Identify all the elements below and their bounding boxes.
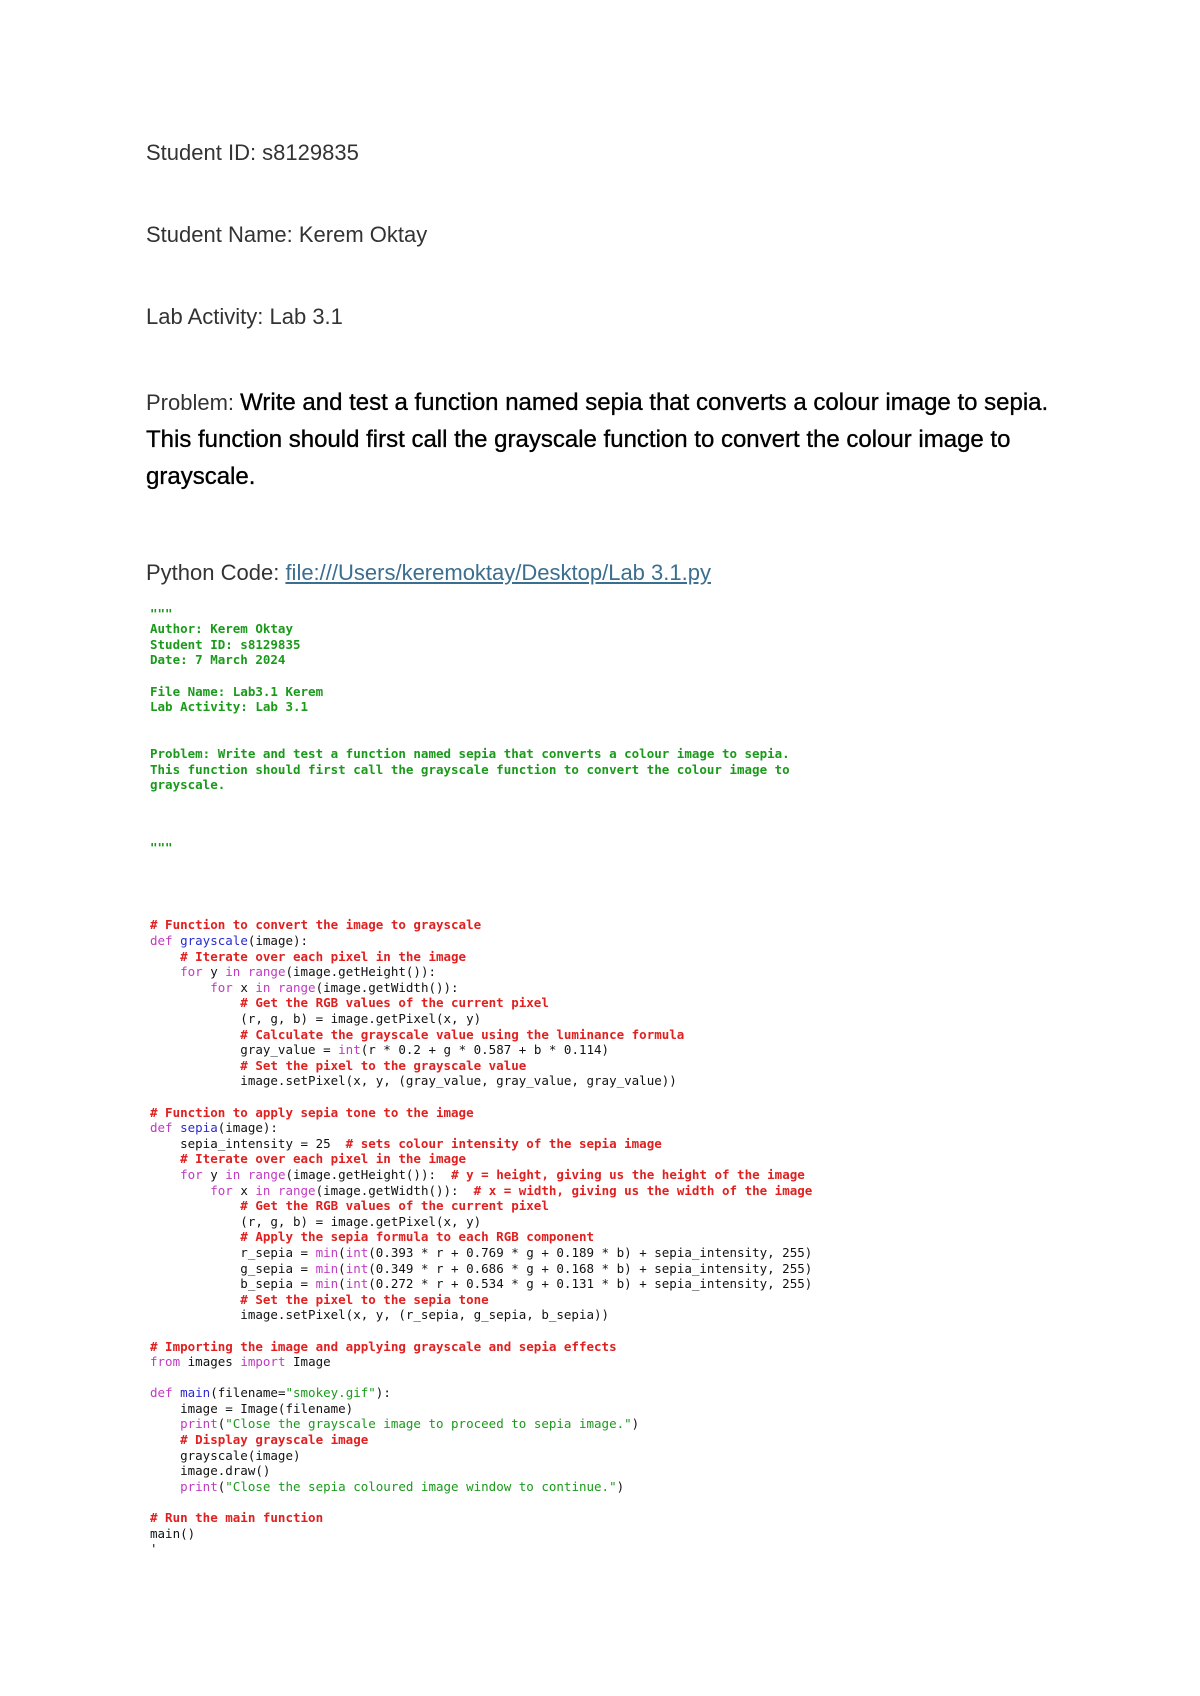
code-token: (	[338, 1260, 346, 1276]
docstring	[150, 606, 1150, 856]
code-token: min	[315, 1260, 339, 1276]
code-token: )	[631, 1416, 640, 1432]
problem-text: Write and test a function named sepia that converts a colour image to sepia. This function should first call the grayscale function to convert the colour image to grayscale.	[146, 389, 1049, 490]
code-token: # y = height, giving us the height of the image	[451, 1166, 805, 1182]
code-token: int	[338, 1042, 361, 1058]
code-token: in	[225, 964, 248, 980]
student-name: Student Name: Kerem Oktay	[146, 222, 428, 247]
code-token: def	[150, 933, 181, 949]
code-token: image.setPixel(x, y, (r_sepia, g_sepia, b_sepia))	[150, 1307, 610, 1323]
code-token: sepia_intensity = 25	[150, 1135, 346, 1151]
code-token: range	[277, 979, 316, 995]
code-token: """	[150, 605, 173, 621]
code-token: (0.272 * r + 0.534 * g + 0.131 * b) + sepia_intensity, 255)	[368, 1276, 813, 1292]
code-comment: # Function to apply sepia tone to the image	[150, 1104, 474, 1120]
code-comment: # Set the pixel to the sepia tone	[150, 1291, 489, 1307]
code-token: (0.349 * r + 0.686 * g + 0.168 * b) + sepia_intensity, 255)	[368, 1260, 813, 1276]
code-token: "smokey.gif"	[285, 1385, 376, 1401]
problem-statement	[146, 384, 1076, 495]
code-token: for	[150, 979, 241, 995]
code-token: (r * 0.2 + g * 0.587 + b * 0.114)	[360, 1042, 610, 1058]
code-token: y	[210, 964, 226, 980]
code-token: print	[150, 1478, 218, 1494]
code-token: import	[240, 1354, 294, 1370]
code-token: Image	[293, 1354, 331, 1370]
code-comment: # Iterate over each pixel in the image	[150, 948, 467, 964]
code-token: (r, g, b) = image.getPixel(x, y)	[150, 1011, 482, 1027]
code-token: main()	[150, 1525, 196, 1541]
code-comment: # Iterate over each pixel in the image	[150, 1151, 467, 1167]
code-token: image = Image(filename)	[150, 1400, 354, 1416]
code-token: print	[150, 1416, 218, 1432]
python-code-label: Python Code:	[146, 560, 286, 585]
code-token: This function should first call the grayscale function to convert the colour image to	[150, 761, 790, 777]
code-token: def	[150, 1120, 181, 1136]
code-token: r_sepia =	[150, 1244, 316, 1260]
code-comment: # Function to convert the image to grayscale	[150, 917, 482, 933]
code-token: in	[255, 1182, 278, 1198]
code-token: grayscale.	[150, 777, 226, 793]
code-token: (	[338, 1276, 346, 1292]
code-token: gray_value =	[150, 1042, 339, 1058]
code-comment: # Set the pixel to the grayscale value	[150, 1057, 527, 1073]
code-token: image.draw()	[150, 1463, 271, 1479]
code-comment: # Run the main function	[150, 1510, 324, 1526]
code-token: )	[616, 1478, 625, 1494]
grayscale-def: grayscale	[180, 933, 248, 949]
code-token: (	[217, 1416, 226, 1432]
code-token: for	[150, 1182, 241, 1198]
code-token: "Close the sepia coloured image window to continue."	[225, 1478, 617, 1494]
code-token: range	[277, 1182, 316, 1198]
code-token: (image.getHeight()):	[285, 1166, 452, 1182]
student-id: Student ID: s8129835	[146, 140, 359, 165]
code-token: Student ID: s8129835	[150, 636, 301, 652]
code-token: Lab Activity: Lab 3.1	[150, 699, 309, 715]
python-file-link[interactable]: file:///Users/keremoktay/Desktop/Lab 3.1.py	[285, 560, 711, 585]
code-token: from	[150, 1354, 188, 1370]
python-code-heading	[146, 560, 711, 586]
problem-label: Problem:	[146, 390, 241, 415]
main-def: main	[180, 1385, 211, 1401]
code-token: grayscale(image)	[150, 1447, 301, 1463]
code-token: """	[150, 839, 173, 855]
code-token: (image):	[217, 1120, 278, 1136]
code-token: in	[225, 1166, 248, 1182]
code-comment: # Get the RGB values of the current pixel	[150, 1198, 549, 1214]
code-token: images	[187, 1354, 241, 1370]
code-token: (r, g, b) = image.getPixel(x, y)	[150, 1213, 482, 1229]
code-token: (image.getWidth()):	[315, 1182, 474, 1198]
code-token: x	[240, 1182, 256, 1198]
code-token: (0.393 * r + 0.769 * g + 0.189 * b) + sepia_intensity, 255)	[368, 1244, 813, 1260]
code-token: '	[150, 1541, 158, 1557]
code-token: "Close the grayscale image to proceed to sepia image."	[225, 1416, 632, 1432]
code-token: # sets colour intensity of the sepia image	[345, 1135, 662, 1151]
code-token: def	[150, 1385, 181, 1401]
code-token: for	[150, 1166, 211, 1182]
sepia-def: sepia	[180, 1120, 218, 1136]
code-token: # x = width, giving us the width of the image	[473, 1182, 813, 1198]
code-comment: # Calculate the grayscale value using the luminance formula	[150, 1026, 685, 1042]
code-token: Author: Kerem Oktay	[150, 621, 293, 637]
code-token: (image.getWidth()):	[315, 979, 459, 995]
code-token: ):	[375, 1385, 391, 1401]
code-token: x	[240, 979, 256, 995]
code-comment: # Display grayscale image	[150, 1432, 369, 1448]
code-token: min	[315, 1276, 339, 1292]
code-token: (image.getHeight()):	[285, 964, 437, 980]
code-token: int	[345, 1276, 369, 1292]
code-comment: # Get the RGB values of the current pixel	[150, 995, 549, 1011]
code-token: in	[255, 979, 278, 995]
code-token: int	[345, 1244, 369, 1260]
code-token: (filename=	[210, 1385, 286, 1401]
lab-activity: Lab Activity: Lab 3.1	[146, 304, 343, 329]
code-token: for	[150, 964, 211, 980]
code-token: g_sepia =	[150, 1260, 316, 1276]
code-token: File Name: Lab3.1 Kerem	[150, 683, 324, 699]
code-token: range	[247, 964, 286, 980]
code-token: (	[217, 1478, 226, 1494]
code-token: b_sepia =	[150, 1276, 316, 1292]
code-token: Date: 7 March 2024	[150, 652, 286, 668]
code-token: min	[315, 1244, 339, 1260]
code-token: int	[345, 1260, 369, 1276]
code-listing	[150, 590, 1150, 1572]
code-token: y	[210, 1166, 226, 1182]
code-token: range	[247, 1166, 286, 1182]
code-token: (	[338, 1244, 346, 1260]
code-comment: # Apply the sepia formula to each RGB component	[150, 1229, 595, 1245]
code-token: image.setPixel(x, y, (gray_value, gray_value, gray_value))	[150, 1073, 677, 1089]
code-token: Problem: Write and test a function named sepia that converts a colour image to sepia.	[150, 745, 790, 761]
code-comment: # Importing the image and applying grayscale and sepia effects	[150, 1338, 617, 1354]
code-token: (image):	[247, 933, 309, 949]
